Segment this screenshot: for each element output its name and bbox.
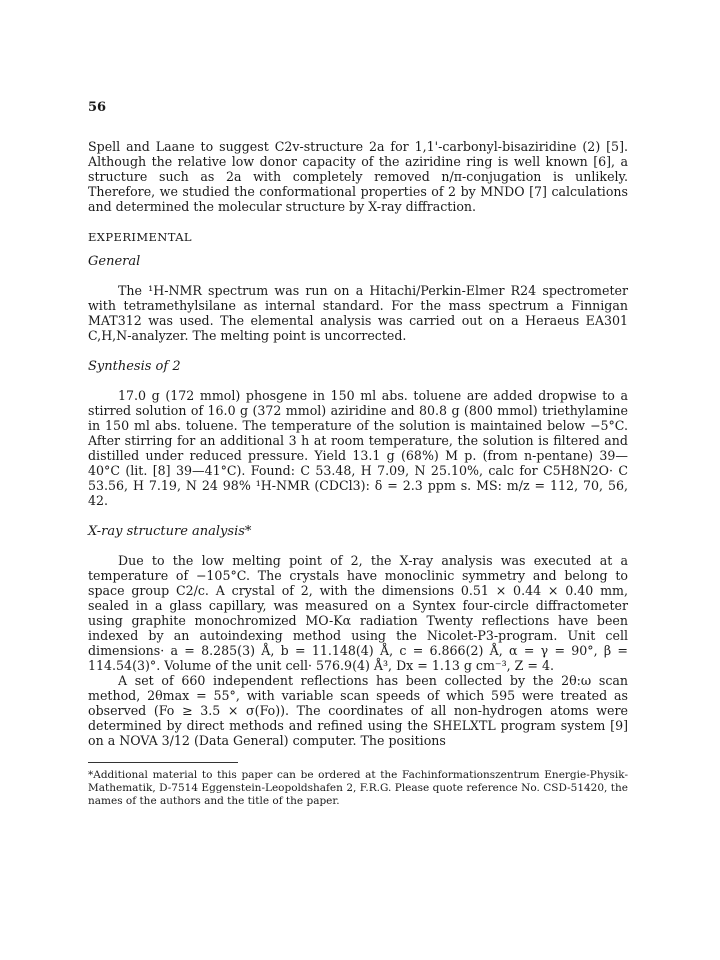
synthesis-paragraph: 17.0 g (172 mmol) phosgene in 150 ml abs. toluene are added dropwise to a stirred solution of 16.0 g (372 mmol) aziridine and 80.8 g (800 mmol) triethylamine in 150 ml abs. toluene. The temperature of the solution is maintained below −5°C. After stirring for an additional 3 h at room temperature, the solution is filtered and distilled under reduced pressure. Yield 13.1 g (68%) M p. (from n-pentane) 39—40°C (lit. [8] 39—41°C). Found: C 53.48, H 7.09, N 25.10%, calc for C5H8N2O· C 53.56, H 7.19, N 24 98% ¹H-NMR (CDCl3): δ = 2.3 ppm s. MS: m/z = 112, 70, 56, 42. — [88, 388, 628, 508]
document-page — [88, 100, 628, 808]
synthesis-heading: Synthesis of 2 — [88, 359, 181, 374]
footnote: *Additional material to this paper can be ordered at the Fachinformationszentrum Energie-Physik-Mathematik, D-7514 Eggenstein-Leopoldshafen 2, F.R.G. Please quote reference No. CSD-51420, the names of the authors and the title of the paper. — [88, 769, 628, 807]
general-paragraph: The ¹H-NMR spectrum was run on a Hitachi/Perkin-Elmer R24 spectrometer with tetramethylsilane as internal standard. For the mass spectrum a Finnigan MAT312 was used. The elemental analysis was carried out on a Heraeus EA301 C,H,N-analyzer. The melting point is uncorrected. — [88, 283, 628, 343]
xray-paragraph-1: Due to the low melting point of 2, the X-ray analysis was executed at a temperature of −105°C. The crystals have monoclinic symmetry and belong to space group C2/c. A crystal of 2, with the dimensions 0.51 × 0.44 × 0.40 mm, sealed in a glass capillary, was measured on a Syntex four-circle diffractometer using graphite monochromized MO-Kα radiation Twenty reflections have been indexed by an autoindexing method using the Nicolet-P3-program. Unit cell dimensions· a = 8.285(3) Å, b = 11.148(4) Å, c = 6.866(2) Å, α = γ = 90°, β = 114.54(3)°. Volume of the unit cell· 576.9(4) Å³, Dx = 1.13 g cm⁻³, Z = 4. — [88, 553, 628, 673]
experimental-heading: EXPERIMENTAL — [88, 230, 192, 244]
general-heading: General — [88, 254, 141, 269]
page-number: 56 — [88, 100, 107, 115]
xray-paragraph-2: A set of 660 independent reflections has been collected by the 2θ:ω scan method, 2θmax = 55°, with variable scan speeds of which 595 were treated as observed (Fo ≥ 3.5 × σ(Fo)). The coordinates of all non-hydrogen atoms were determined by direct methods and refined using the SHELXTL program system [9] on a NOVA 3/12 (Data General) computer. The positions — [88, 673, 628, 748]
xray-heading: X-ray structure analysis* — [88, 524, 252, 539]
footnote-divider — [88, 762, 238, 763]
intro-paragraph: Spell and Laane to suggest C2v-structure 2a for 1,1'-carbonyl-bisaziridine (2) [5]. Although the relative low donor capacity of the aziridine ring is well known [6], a structure such as 2a with completely removed n/π-conjugation is unlikely. Therefore, we studied the conformational properties of 2 by MNDO [7] calculations and determined the molecular structure by X-ray diffraction. — [88, 139, 628, 214]
